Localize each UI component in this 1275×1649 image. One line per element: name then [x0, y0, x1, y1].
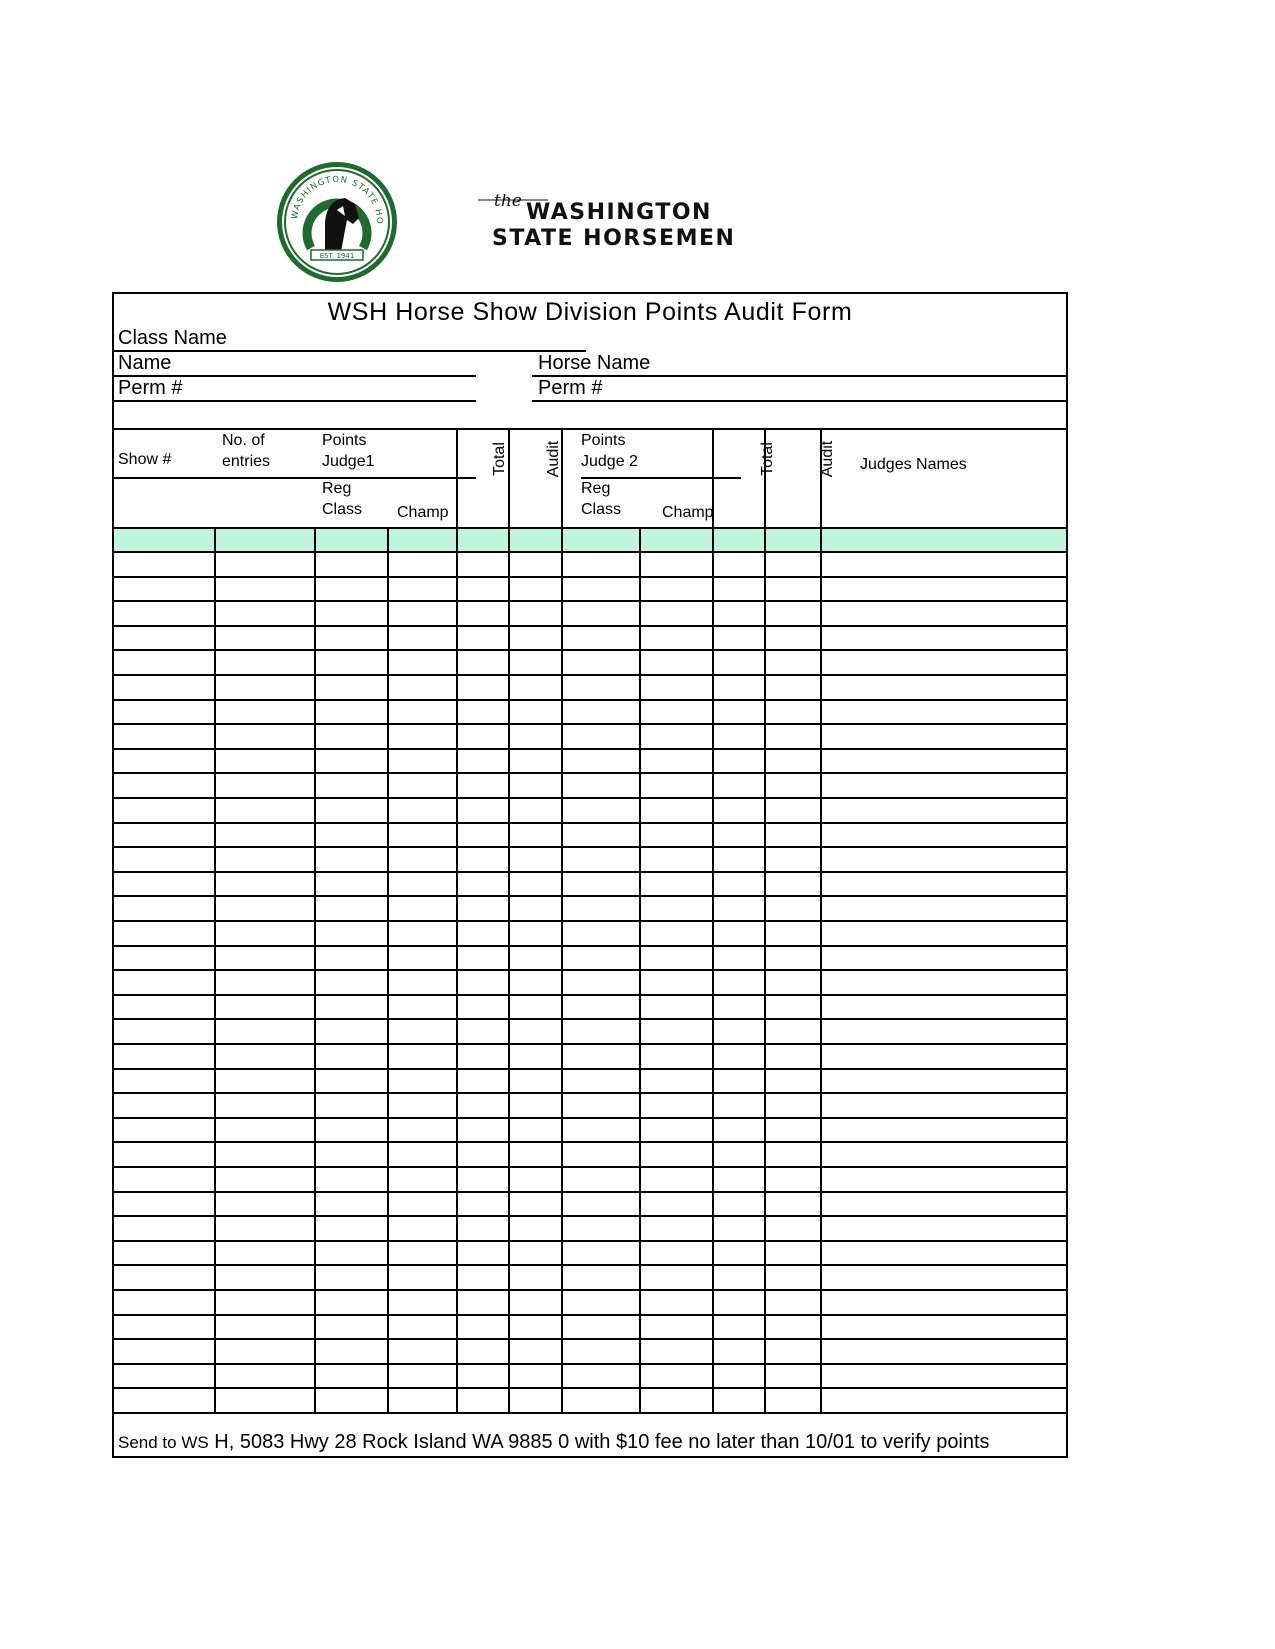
- table-row[interactable]: [114, 699, 1066, 724]
- table-row[interactable]: [114, 1117, 1066, 1142]
- col-champ1: Champ: [397, 504, 449, 521]
- col-reg1-line2: Class: [322, 501, 363, 518]
- table-row[interactable]: [114, 1092, 1066, 1117]
- class-name-line[interactable]: [114, 350, 586, 352]
- table-row[interactable]: [114, 895, 1066, 920]
- row-divider: [114, 1412, 1066, 1414]
- row-divider: [114, 527, 1066, 529]
- mailing-instructions: [118, 1431, 990, 1454]
- wsh-wordmark-logo: [478, 194, 738, 254]
- wsh-seal-logo: [275, 160, 399, 284]
- table-row[interactable]: [114, 945, 1066, 970]
- col-entries-line1: No. of: [222, 432, 265, 449]
- form-title: WSH Horse Show Division Points Audit Form: [327, 298, 853, 326]
- col-entries-line2: entries: [222, 453, 271, 470]
- table-row[interactable]: [114, 797, 1066, 822]
- col-points-judge2-line1: Points: [581, 432, 626, 449]
- table-row[interactable]: [114, 1387, 1066, 1412]
- col-champ2: Champ: [662, 504, 714, 521]
- svg-text:EST. 1941: EST. 1941: [319, 252, 355, 260]
- horse-name-line[interactable]: [532, 375, 1066, 377]
- header-mid-rule-right: [581, 477, 741, 479]
- highlight-row[interactable]: [114, 527, 1066, 551]
- col-reg2-line1: Reg: [581, 480, 611, 497]
- col-points-judge1-line2: Judge1: [322, 453, 375, 470]
- table-row[interactable]: [114, 1215, 1066, 1240]
- col-audit2: Audit: [819, 440, 836, 478]
- table-row[interactable]: [114, 871, 1066, 896]
- table-row[interactable]: [114, 1141, 1066, 1166]
- table-row[interactable]: [114, 969, 1066, 994]
- perm-right-line[interactable]: [532, 400, 1066, 402]
- table-row[interactable]: [114, 1191, 1066, 1216]
- table-row[interactable]: [114, 600, 1066, 625]
- table-row[interactable]: [114, 1240, 1066, 1265]
- col-judges-names: Judges Names: [860, 456, 967, 473]
- footer-part1: Send to WS: [118, 1433, 209, 1452]
- perm-left-label: Perm #: [118, 377, 183, 399]
- wordmark-line1: WASHINGTON: [526, 200, 712, 225]
- table-row[interactable]: [114, 1363, 1066, 1388]
- footer-part3: 0 with $10 fee no later than 10/01 to verify points: [558, 1431, 990, 1453]
- table-row[interactable]: [114, 748, 1066, 773]
- table-row[interactable]: [114, 772, 1066, 797]
- col-reg2-line2: Class: [581, 501, 622, 518]
- table-row[interactable]: [114, 674, 1066, 699]
- table-row[interactable]: [114, 1018, 1066, 1043]
- table-row[interactable]: [114, 1338, 1066, 1363]
- table-row[interactable]: [114, 920, 1066, 945]
- col-show-num: Show #: [118, 451, 172, 468]
- table-row[interactable]: [114, 625, 1066, 650]
- points-audit-form: [112, 292, 1068, 1458]
- table-row[interactable]: [114, 576, 1066, 601]
- table-row[interactable]: [114, 846, 1066, 871]
- table-row[interactable]: [114, 1166, 1066, 1191]
- table-row[interactable]: [114, 649, 1066, 674]
- points-table: [114, 430, 1066, 1440]
- table-row[interactable]: [114, 723, 1066, 748]
- table-row[interactable]: [114, 1289, 1066, 1314]
- table-row[interactable]: [114, 1314, 1066, 1339]
- wordmark-line2: STATE HORSEMEN: [492, 226, 736, 251]
- table-row[interactable]: [114, 994, 1066, 1019]
- header-mid-rule-left: [114, 477, 476, 479]
- footer-part2: H, 5083 Hwy 28 Rock Island WA 9885: [214, 1431, 553, 1453]
- perm-right-label: Perm #: [538, 377, 603, 399]
- table-row[interactable]: [114, 1264, 1066, 1289]
- col-reg1-line1: Reg: [322, 480, 352, 497]
- col-total1: Total: [491, 442, 508, 476]
- col-points-judge1-line1: Points: [322, 432, 367, 449]
- col-points-judge2-line2: Judge 2: [581, 453, 638, 470]
- name-label: Name: [118, 352, 172, 374]
- perm-left-line[interactable]: [114, 400, 476, 402]
- table-row[interactable]: [114, 551, 1066, 576]
- svg-text:WASHINGTON STATE HORSEMEN: WASHINGTON STATE HO: [289, 174, 385, 226]
- horse-name-label: Horse Name: [538, 352, 651, 374]
- col-audit1: Audit: [545, 440, 562, 478]
- class-name-label: Class Name: [118, 327, 227, 349]
- table-row[interactable]: [114, 1043, 1066, 1068]
- table-row[interactable]: [114, 1068, 1066, 1093]
- col-total2: Total: [759, 442, 776, 476]
- svg-text:the: the: [494, 194, 522, 211]
- table-row[interactable]: [114, 822, 1066, 847]
